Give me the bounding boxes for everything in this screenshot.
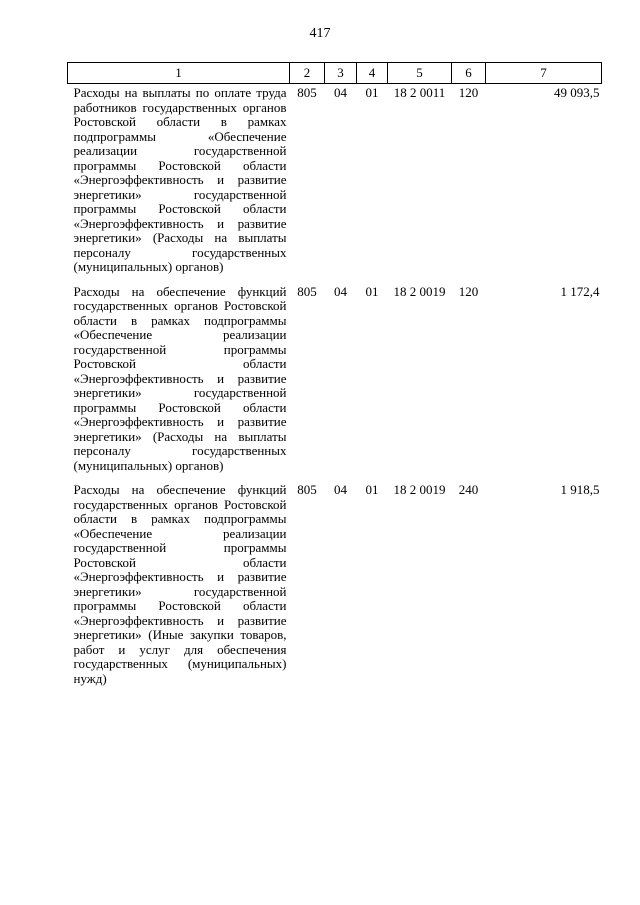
header-col-3: 3: [325, 63, 357, 84]
table-row: [68, 481, 602, 694]
row-amount: 49 093,5: [554, 85, 600, 100]
row-description: Расходы на выплаты по оплате труда работников государственных органов Ростовской области в рамках подпрограммы «Обеспечение реализации государственной программы Ростовской области «Энергоэффективность и развитие энергетики» государственной программы Ростовской области «Энергоэффективность и развитие энергетики» (Расходы на выплаты персоналу государственных (муниципальных) органов): [73, 85, 287, 274]
row-amount: 1 172,4: [560, 283, 600, 299]
row-expense-type: 120: [458, 85, 479, 100]
row-subsection-code: 01: [365, 283, 379, 299]
row-ministry-code: 805: [297, 85, 317, 100]
row-description: Расходы на обеспечение функций государственных органов Ростовской области в рамках подпрограммы «Обеспечение реализации государственной программы Ростовской области «Энергоэффективность и развитие энергетики» государственной программы Ростовской области «Энергоэффективность и развитие энергетики» (Иные закупки товаров, работ и услуг для обеспечения государственных (муниципальных) нужд): [73, 482, 287, 686]
row-section-code: 04: [334, 283, 347, 299]
budget-table: [67, 62, 602, 694]
row-amount: 1 918,5: [560, 482, 600, 497]
row-expense-type: 240: [458, 482, 479, 497]
table-row: [68, 283, 602, 482]
row-target-code: 18 2 0019: [393, 283, 446, 299]
header-row: [68, 63, 602, 84]
row-target-code: 18 2 0019: [393, 482, 446, 497]
header-col-7: 7: [486, 63, 602, 84]
page-number: 417: [309, 26, 331, 41]
row-description: Расходы на обеспечение функций государственных органов Ростовской области в рамках подпрограммы «Обеспечение реализации государственной программы Ростовской области «Энергоэффективность и развитие энергетики» государственной программы Ростовской области «Энергоэффективность и развитие энергетики» (Расходы на выплаты персоналу государственных (муниципальных) органов): [73, 283, 287, 473]
row-target-code: 18 2 0011: [393, 85, 446, 100]
header-col-6: 6: [452, 63, 486, 84]
header-col-2: 2: [290, 63, 325, 84]
row-ministry-code: 805: [297, 283, 317, 299]
row-expense-type: 120: [458, 283, 479, 299]
row-subsection-code: 01: [365, 85, 379, 100]
header-col-5: 5: [388, 63, 452, 84]
header-col-4: 4: [357, 63, 388, 84]
row-subsection-code: 01: [365, 482, 379, 497]
table-row: [68, 84, 602, 283]
row-ministry-code: 805: [297, 482, 317, 497]
row-section-code: 04: [334, 482, 347, 497]
header-col-1: 1: [68, 63, 290, 84]
row-section-code: 04: [334, 85, 347, 100]
